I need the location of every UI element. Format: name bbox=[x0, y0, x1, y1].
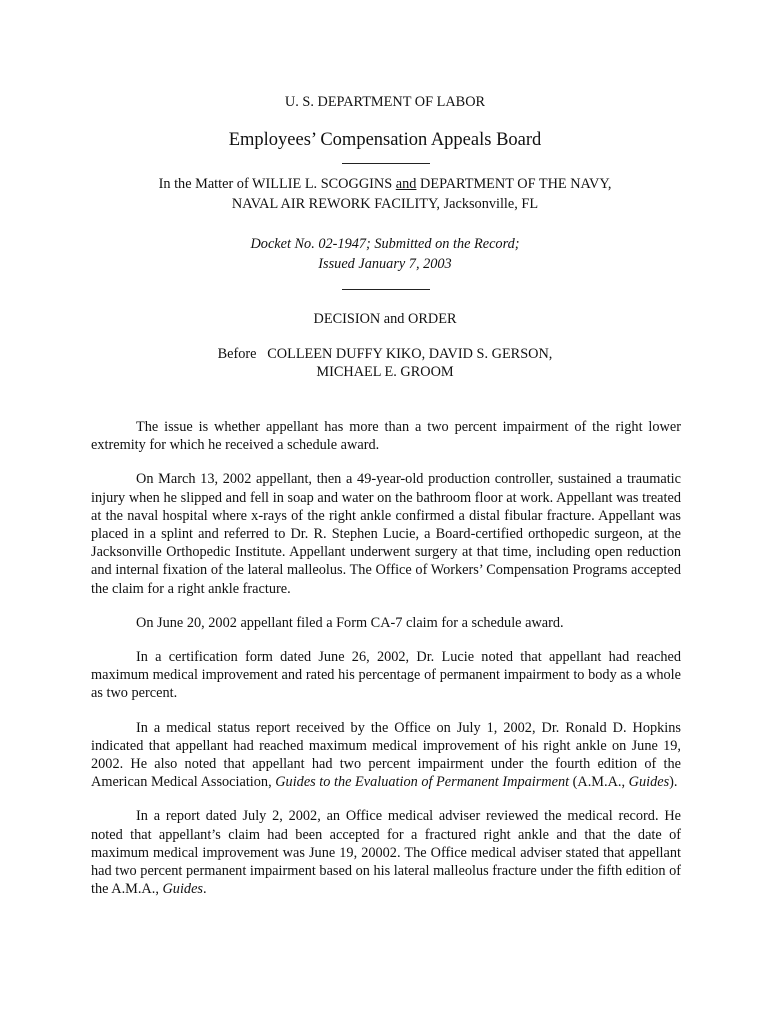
text: (A.M.A., bbox=[569, 774, 629, 791]
text: . bbox=[203, 881, 207, 898]
matter-and: and bbox=[395, 176, 417, 192]
matter-prefix: In the Matter of WILLIE L. SCOGGINS bbox=[158, 176, 396, 192]
docket-line-2: Issued January 7, 2003 bbox=[318, 256, 452, 272]
matter-line-1 bbox=[0, 176, 770, 193]
matter-line-2: NAVAL AIR REWORK FACILITY, Jacksonville, FL bbox=[231, 196, 539, 212]
guides-title: Guides to the Evaluation of Permanent Impairment bbox=[275, 774, 570, 791]
before-line-2: MICHAEL E. GROOM bbox=[316, 364, 454, 380]
docket-line-1: Docket No. 02-1947; Submitted on the Record; bbox=[250, 236, 520, 252]
text: In a medical status report received by the Office on July 1, 2002, Dr. Ronald D. Hopkins indicated that appellant had reached maximum medical improvement of his right ankle on June 19, 2002. He also noted that appellant had two percent impairment under the fourth edition of the American Medical Association, bbox=[91, 719, 681, 791]
document-body bbox=[91, 418, 681, 914]
paragraph: On March 13, 2002 appellant, then a 49-year-old production controller, sustained a traumatic injury when he slipped and fell in soap and water on the bathroom floor at work. Appellant was treated at the naval hospital where x-rays of the right ankle confirmed a distal fibular fracture. Appellant was placed in a splint and referred to Dr. R. Stephen Lucie, a Board-certified orthopedic surgeon, at the Jacksonville Orthopedic Institute. Appellant underwent surgery at that time, including open reduction and internal fixation of the lateral malleolus. The Office of Workers’ Compensation Programs accepted the claim for a right ankle fracture. bbox=[91, 471, 681, 597]
guides-title: Guides bbox=[162, 881, 203, 898]
paragraph: In a certification form dated June 26, 2002, Dr. Lucie noted that appellant had reached maximum medical improvement and rated his percentage of permanent impairment to body as a whole as two percent. bbox=[91, 649, 681, 702]
paragraph bbox=[91, 719, 681, 792]
decision-heading: DECISION and ORDER bbox=[313, 311, 457, 327]
board-title: Employees’ Compensation Appeals Board bbox=[228, 130, 542, 150]
text: In a report dated July 2, 2002, an Office medical adviser reviewed the medical record. He noted that appellant’s claim had been accepted for a fractured right ankle and that the date of maximum medical improvement was June 19, 20002. The Office medical adviser stated that appellant had two percent permanent impairment based on his lateral malleolus fracture under the fifth edition of the A.M.A., bbox=[91, 808, 681, 898]
paragraph: The issue is whether appellant has more than a two percent impairment of the right lower extremity for which he received a schedule award. bbox=[91, 419, 681, 454]
paragraph bbox=[91, 807, 681, 898]
paragraph: On June 20, 2002 appellant filed a Form CA-7 claim for a schedule award. bbox=[136, 614, 564, 631]
guides-title: Guides bbox=[628, 774, 670, 791]
text: ). bbox=[669, 774, 678, 791]
matter-suffix: DEPARTMENT OF THE NAVY, bbox=[416, 176, 612, 192]
before-line-1: Before COLLEEN DUFFY KIKO, DAVID S. GERSON, bbox=[217, 346, 553, 362]
department-heading: U. S. DEPARTMENT OF LABOR bbox=[284, 94, 486, 110]
divider bbox=[342, 289, 430, 290]
divider bbox=[342, 163, 430, 164]
